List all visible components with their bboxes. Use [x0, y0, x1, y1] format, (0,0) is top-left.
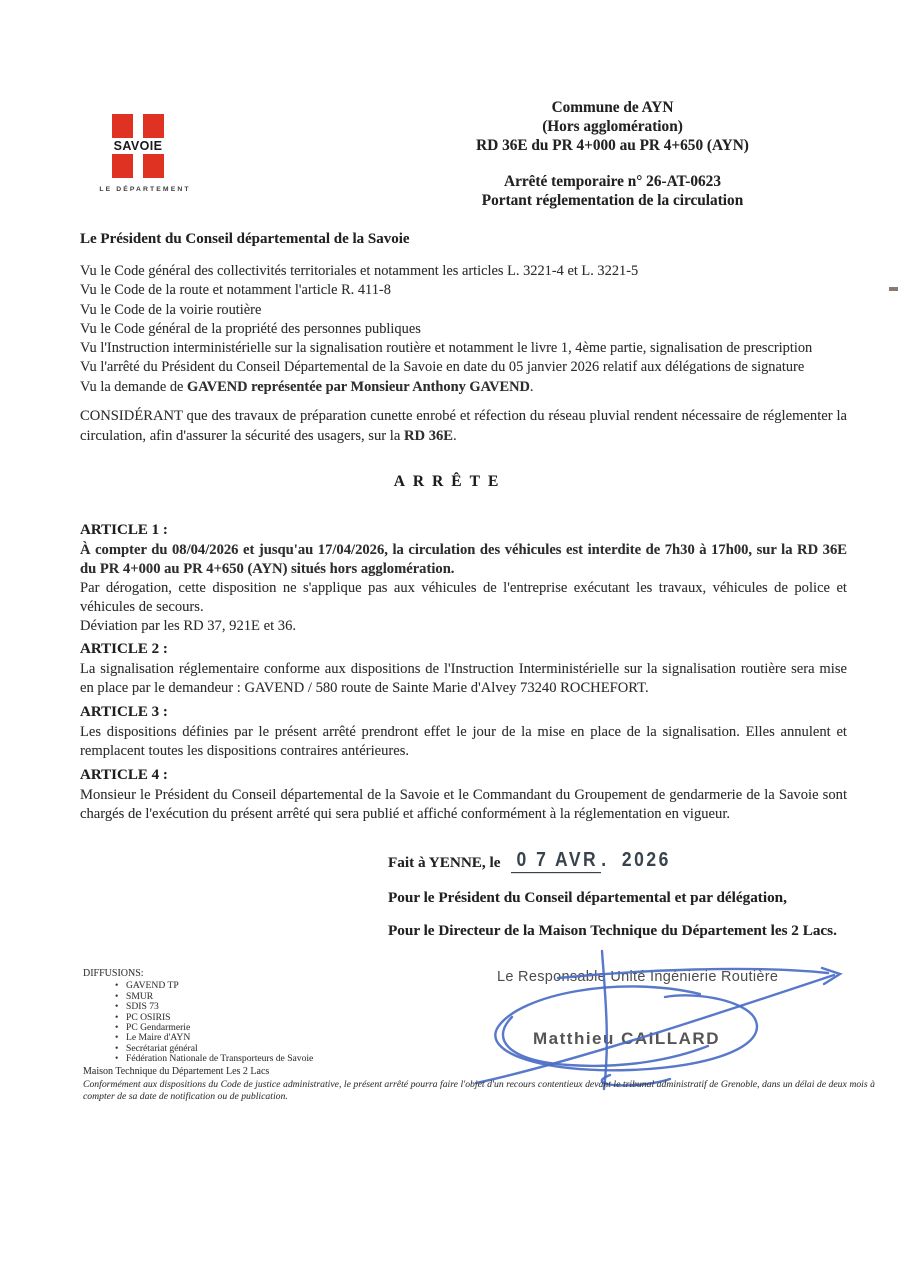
savoie-logo	[99, 112, 189, 202]
logo-brand-text: SAVOIE	[109, 138, 167, 154]
header-reference-block	[440, 98, 785, 210]
vu-line: Vu l'arrêté du Président du Conseil Départemental de la Savoie en date du 05 janvier 2026 relatif aux délégations de signature	[80, 359, 805, 376]
vu-demande-bold: GAVEND représentée par Monsieur Anthony GAVEND	[187, 378, 530, 395]
delegation-line-1: Pour le Président du Conseil départemental et par délégation,	[388, 889, 787, 906]
bullet-icon: •	[115, 980, 119, 992]
legal-notice: Conformément aux dispositions du Code de justice administrative, le présent arrêté pourra faire l'objet d'un recours contentieux devant le tribunal administratif de Grenoble, dans un délai de deux mois à compter de sa date de notification ou de publication.	[83, 1079, 875, 1102]
vu-lines	[80, 262, 812, 378]
vu-line: Vu le Code général de la propriété des personnes publiques	[80, 320, 421, 337]
author-line: Le Président du Conseil départemental de la Savoie	[80, 231, 410, 247]
date-stamp-day-month: 0 7 AVR	[511, 847, 602, 873]
bullet-icon: •	[115, 1032, 119, 1044]
header-line: Commune de AYN	[551, 99, 674, 116]
article-1-derogation: Par dérogation, cette disposition ne s'applique pas aux véhicules de l'entreprise exécutant les travaux, véhicules de police et véhicules de secours.	[80, 580, 847, 616]
header-location-lines	[440, 98, 785, 156]
logo-tagline-text: LE DÉPARTEMENT	[99, 186, 191, 193]
header-title-lines	[440, 172, 785, 210]
diffusion-item-label: Le Maire d'AYN	[126, 1032, 191, 1044]
logo-square-icon	[112, 114, 133, 140]
bullet-icon: •	[115, 1042, 119, 1054]
article-3-text: Les dispositions définies par le présent arrêté prendront effet le jour de la mise en place de la signalisation. Elles annulent et remplacent toutes les dispositions contraires antérieures.	[80, 724, 847, 760]
diffusion-item-label: GAVEND TP	[126, 980, 179, 992]
diffusion-list	[83, 981, 313, 1064]
diffusion-item-label: SMUR	[126, 990, 154, 1002]
signer-title: Le Responsable Unité Ingénierie Routière	[497, 969, 779, 985]
logo-square-icon	[143, 114, 164, 140]
footer-service: Maison Technique du Département Les 2 Lacs	[83, 1066, 270, 1077]
diffusion-item-label: Fédération Nationale de Transporteurs de Savoie	[126, 1053, 314, 1065]
vu-demande-prefix: Vu la demande de	[80, 378, 188, 395]
vu-line: Vu l'Instruction interministérielle sur la signalisation routière et notamment le livre 1, 4ème partie, signalisation de prescription	[80, 340, 813, 357]
article-1-deviation: Déviation par les RD 37, 921E et 36.	[80, 618, 297, 634]
diffusion-item-label: Secrétariat général	[126, 1042, 198, 1054]
scan-artifact	[889, 287, 898, 291]
considerant-bold: RD 36E	[403, 427, 454, 444]
header-line: Portant réglementation de la circulation	[481, 191, 744, 209]
bullet-icon: •	[115, 1011, 119, 1023]
article-1-restriction: À compter du 08/04/2026 et jusqu'au 17/04/2026, la circulation des véhicules est interdite de 7h30 à 17h00, sur la RD 36E du PR 4+000 au PR 4+650 (AYN) situés hors agglomération.	[80, 542, 847, 578]
bullet-icon: •	[115, 1053, 119, 1065]
diffusion-item-label: PC OSIRIS	[126, 1011, 171, 1023]
date-stamp-year: . 2026	[601, 847, 671, 871]
delegation-line-2: Pour le Directeur de la Maison Technique du Département les 2 Lacs.	[388, 922, 837, 939]
diffusion-item-label: SDIS 73	[126, 1001, 159, 1013]
diffusion-item	[83, 1054, 313, 1064]
fait-label: Fait à YENNE, le	[388, 854, 501, 871]
bullet-icon: •	[115, 1001, 119, 1013]
article-2-text: La signalisation réglementaire conforme aux dispositions de l'Instruction Interministérielle sur la signalisation routière sera mise en place par le demandeur : GAVEND / 580 route de Sainte Marie d'Alvey 73240 ROCHEFORT.	[80, 661, 847, 697]
vu-list	[80, 262, 812, 397]
considerant-paragraph	[80, 407, 847, 446]
header-gap	[440, 156, 785, 172]
vu-line: Vu le Code de la voirie routière	[80, 301, 262, 318]
article-3-heading: ARTICLE 3 :	[80, 704, 168, 720]
bullet-icon: •	[115, 990, 119, 1002]
signature-ink	[460, 947, 860, 1093]
signer-name: Matthieu CAILLARD	[533, 1029, 720, 1048]
article-4-text: Monsieur le Président du Conseil départemental de la Savoie et le Commandant du Groupement de gendarmerie de la Savoie sont chargés de l'exécution du présent arrêté qui sera publié et affiché conformément à la réglementation en vigueur.	[80, 787, 847, 823]
considerant-suffix: .	[453, 427, 457, 444]
diffusions-label: DIFFUSIONS:	[83, 968, 144, 979]
diffusions-block	[83, 969, 313, 1065]
arrete-heading: ARRÊTE	[393, 473, 507, 490]
article-2-heading: ARTICLE 2 :	[80, 641, 168, 657]
logo-square-icon	[143, 154, 164, 178]
article-1-heading: ARTICLE 1 :	[80, 522, 168, 538]
considerant-text: CONSIDÉRANT que des travaux de préparation cunette enrobé et réfection du réseau pluvial rendent nécessaire de réglementer la circulation, afin d'assurer la sécurité des usagers, sur la	[80, 408, 847, 444]
logo-square-icon	[112, 154, 133, 178]
bullet-icon: •	[115, 1022, 119, 1034]
vu-demande-suffix: .	[529, 378, 534, 395]
diffusion-item-label: PC Gendarmerie	[126, 1022, 191, 1034]
article-4-heading: ARTICLE 4 :	[80, 767, 168, 783]
header-line: Arrêté temporaire n° 26-AT-0623	[504, 172, 721, 190]
header-line: RD 36E du PR 4+000 au PR 4+650 (AYN)	[476, 137, 749, 155]
vu-demande-line	[80, 378, 812, 397]
vu-line: Vu le Code de la route et notamment l'article R. 411-8	[80, 282, 391, 299]
header-line: (Hors agglomération)	[542, 118, 683, 136]
vu-line: Vu le Code général des collectivités territoriales et notamment les articles L. 3221-4 et L. 3221-5	[80, 263, 639, 279]
date-stamp	[511, 847, 671, 872]
fait-line	[388, 847, 671, 872]
